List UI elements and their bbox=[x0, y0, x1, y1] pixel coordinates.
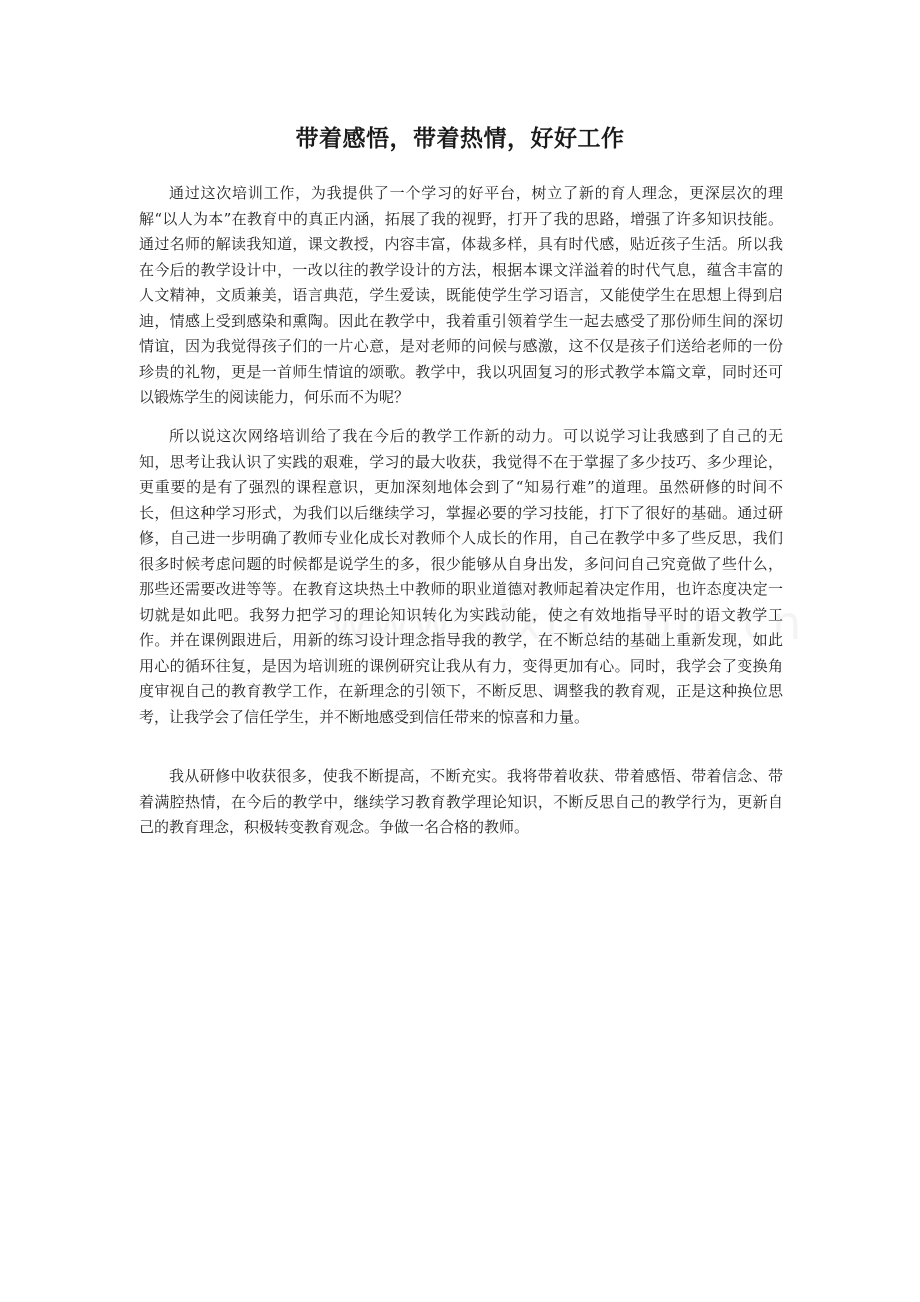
paragraph-1: 通过这次培训工作，为我提供了一个学习的好平台，树立了新的育人理念，更深层次的理解“以人为本”在教育中的真正内涵，拓展了我的视野，打开了我的思路，增强了许多知识技能。通过名师的解读我知道，课文教授，内容丰富，体裁多样，具有时代感，贴近孩子生活。所以我在今后的教学设计中，一改以往的教学设计的方法，根据本课文洋溢着的时代气息，蕴含丰富的人文精神，文质兼美，语言典范，学生爱读，既能使学生学习语言，又能使学生在思想上得到启迪，情感上受到感染和熏陶。因此在教学中，我着重引领着学生一起去感受了那份师生间的深切情谊，因为我觉得孩子们的一片心意，是对老师的问候与感激，这不仅是孩子们送给老师的一份珍贵的礼物，更是一首师生情谊的颂歌。教学中，我以巩固复习的形式教学本篇文章，同时还可以锻炼学生的阅读能力，何乐而不为呢？ bbox=[139, 184, 783, 406]
paragraph-2: 所以说这次网络培训给了我在今后的教学工作新的动力。可以说学习让我感到了自己的无知，思考让我认识了实践的艰难，学习的最大收获，我觉得不在于掌握了多少技巧、多少理论，更重要的是有了强烈的课程意识，更加深刻地体会到了“知易行难”的道理。虽然研修的时间不长，但这种学习形式，为我们以后继续学习，掌握必要的学习技能，打下了很好的基础。通过研修，自己进一步明确了教师专业化成长对教师个人成长的作用，自己在教学中多了些反思，我们很多时候考虑问题的时候都是说学生的多，很少能够从自身出发，多问问自己究竟做了些什么，那些还需要改进等等。在教育这块热土中教师的职业道德对教师起着决定作用，也许态度决定一切就是如此吧。我努力把学习的理论知识转化为实践动能，使之有效地指导平时的语文教学工作。并在课例跟进后，用新的练习设计理念指导我的教学，在不断总结的基础上重新发现，如此用心的循环往复，是因为培训班的课例研究让我从有力，变得更加有心。同时，我学会了变换角度审视自己的教育教学工作，在新理念的引领下，不断反思、调整我的教育观，正是这种换位思考，让我学会了信任学生，并不断地感受到信任带来的惊喜和力量。 bbox=[139, 427, 783, 726]
document-title: 带着感悟，带着热情，好好工作 bbox=[295, 126, 625, 152]
paragraph-3: 我从研修中收获很多，使我不断提高，不断充实。我将带着收获、带着感悟、带着信念、带着满腔热情，在今后的教学中，继续学习教育教学理论知识，不断反思自己的教学行为，更新自己的教育理念，积极转变教育观念。争做一名合格的教师。 bbox=[139, 767, 783, 836]
